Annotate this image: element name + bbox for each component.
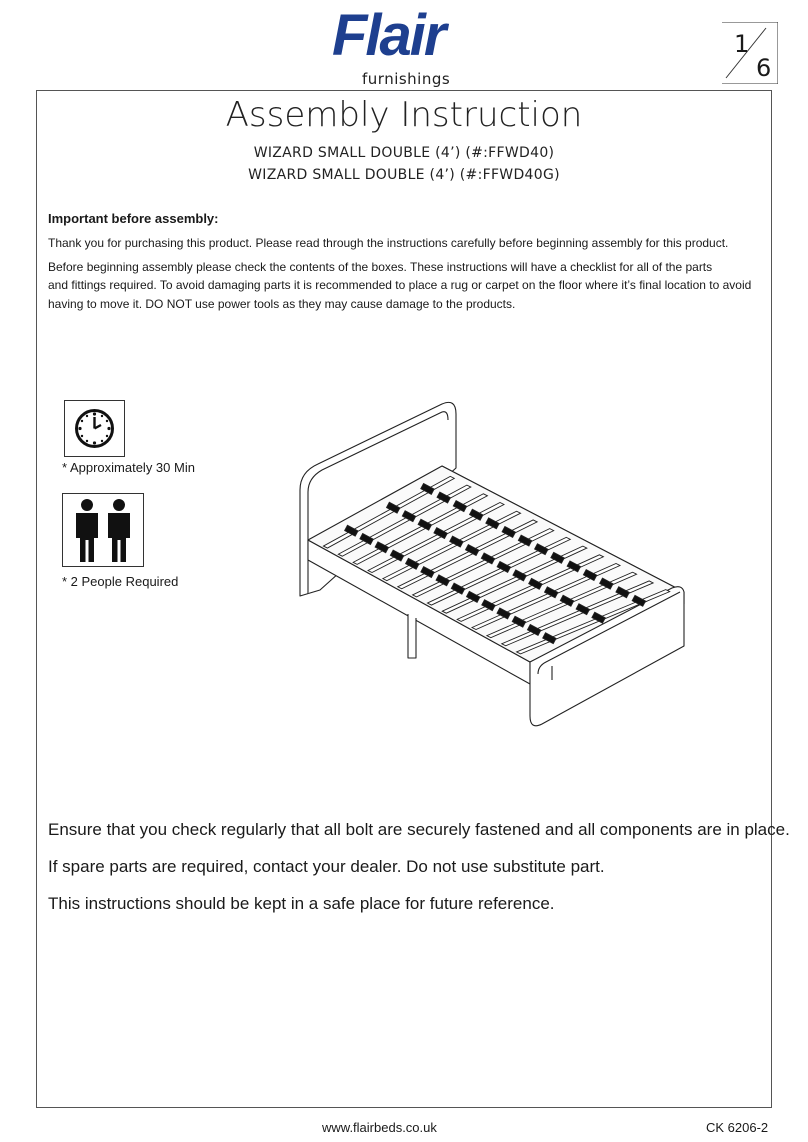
brand-logo <box>330 3 500 90</box>
time-caption: * Approximately 30 Min <box>62 460 195 475</box>
page-number-box <box>722 22 778 84</box>
brand-name: Flair <box>332 3 445 68</box>
page-total: 6 <box>756 54 772 82</box>
model-name: WIZARD SMALL DOUBLE (4’) (#:FFWD40G) <box>248 167 560 183</box>
intro-line: having to move it. DO NOT use power tools as they may cause damage to the products. <box>48 297 516 311</box>
two-people-icon <box>62 493 144 567</box>
people-caption: * 2 People Required <box>62 574 179 589</box>
intro-line: and fittings required. To avoid damaging parts it is recommended to place a rug or carpet on the floor where it’s final location to avoid <box>48 278 752 292</box>
note-line: This instructions should be kept in a safe place for future reference. <box>48 894 555 913</box>
intro-line: Before beginning assembly please check the contents of the boxes. These instructions will have a checklist for all of the parts <box>48 260 713 274</box>
brand-tagline: furnishings <box>362 70 451 88</box>
page-title: Assembly Instruction <box>225 95 583 135</box>
footer-url[interactable]: www.flairbeds.co.uk <box>322 1120 437 1135</box>
note-line: Ensure that you check regularly that all bolt are securely fastened and all components are in place. <box>48 820 790 839</box>
bed-illustration <box>292 390 692 732</box>
page-current: 1 <box>734 30 750 58</box>
clock-icon <box>64 400 125 457</box>
intro-line: Thank you for purchasing this product. Please read through the instructions carefully before beginning assembly for this product. <box>48 236 729 250</box>
important-heading: Important before assembly: <box>48 211 219 226</box>
footer-code: CK 6206-2 <box>706 1120 769 1135</box>
model-name: WIZARD SMALL DOUBLE (4’) (#:FFWD40) <box>253 145 555 161</box>
note-line: If spare parts are required, contact your dealer. Do not use substitute part. <box>48 857 605 876</box>
